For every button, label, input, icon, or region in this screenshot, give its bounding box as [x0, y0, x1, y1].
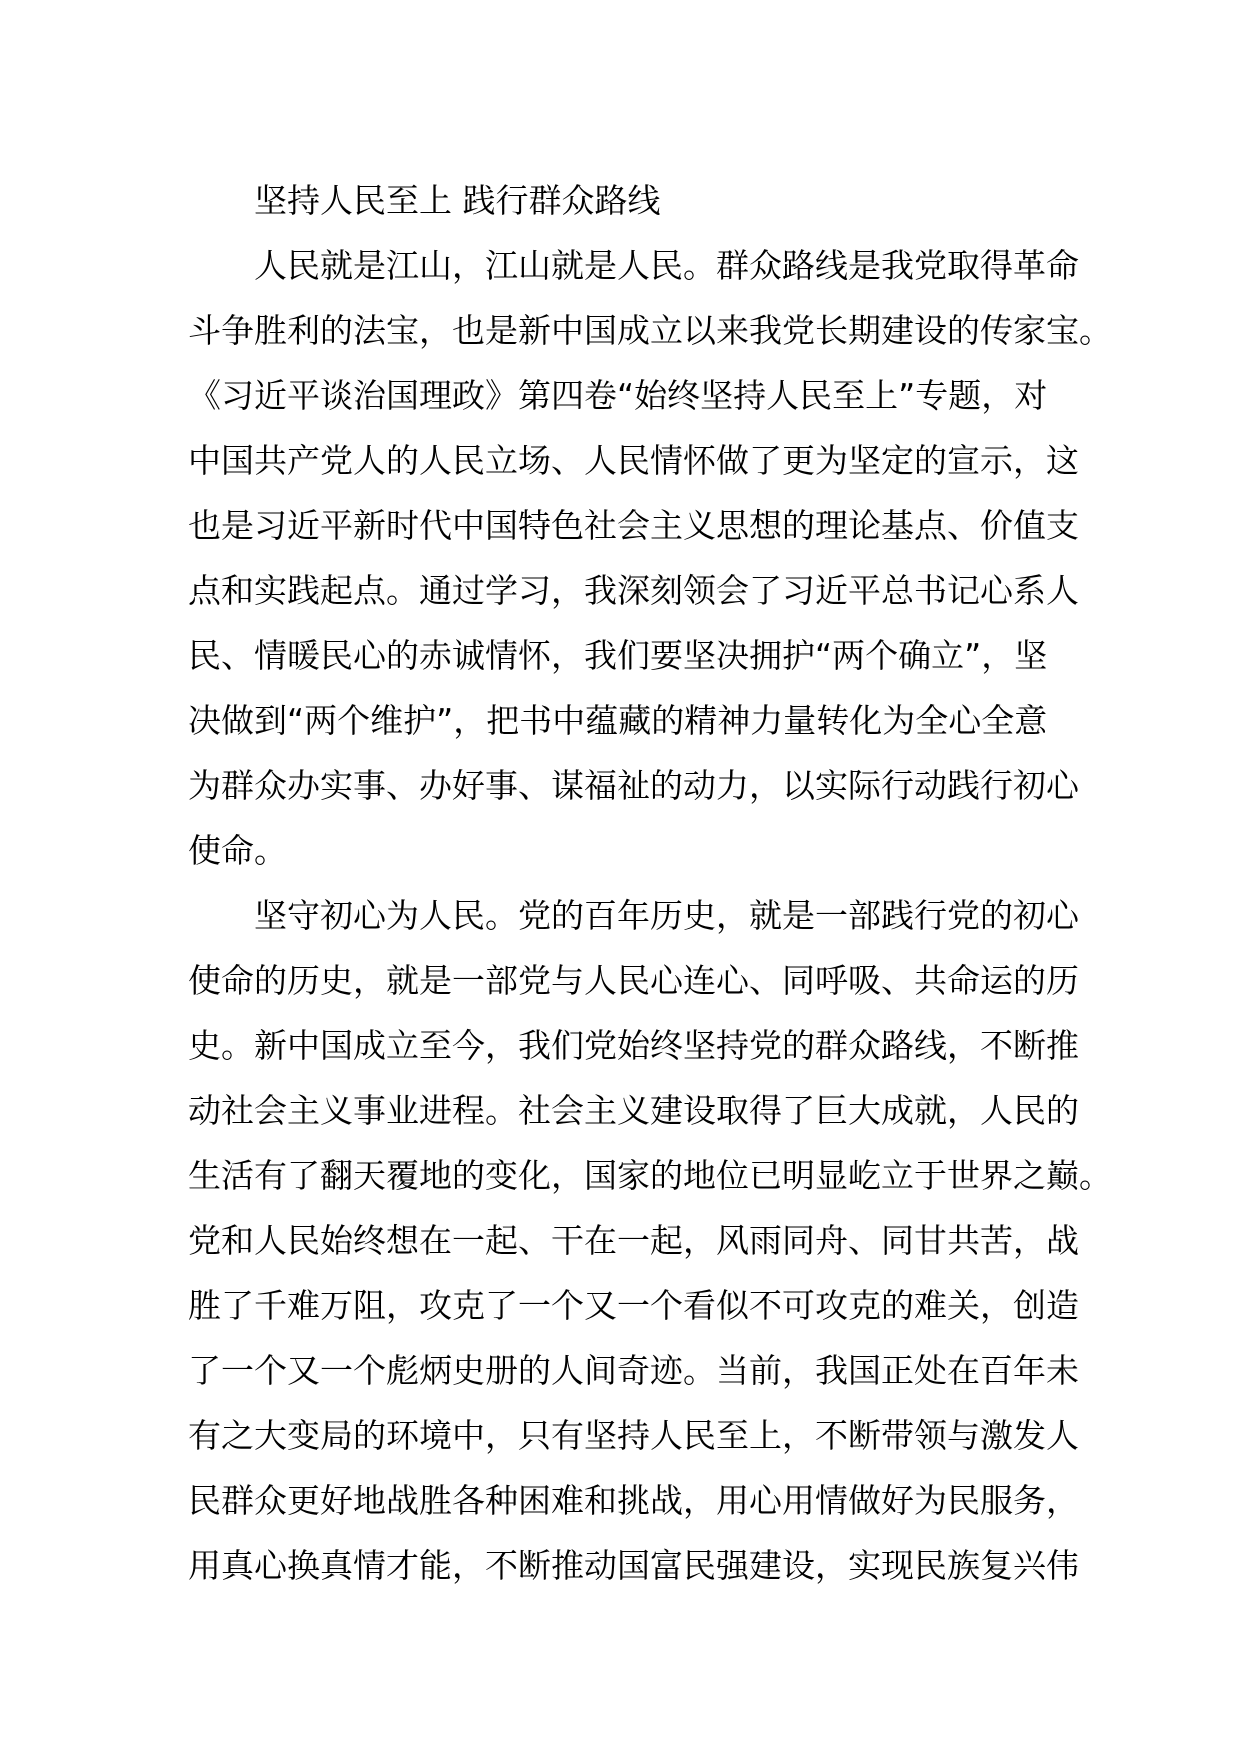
paragraph-line: 史。新中国成立至今，我们党始终坚持党的群众路线，不断推 [188, 1026, 1079, 1065]
paragraph-line: 民群众更好地战胜各种困难和挑战，用心用情做好为民服务， [188, 1481, 1079, 1520]
paragraph-line: 为群众办实事、办好事、谋福祉的动力，以实际行动践行初心 [188, 766, 1079, 805]
paragraph-line: 决做到“两个维护”，把书中蕴藏的精神力量转化为全心全意 [188, 701, 1048, 740]
paragraph-line: 使命。 [188, 831, 287, 870]
paragraph-2 [188, 883, 1112, 1598]
paragraph-line: 用真心换真情才能，不断推动国富民强建设，实现民族复兴伟 [188, 1546, 1079, 1585]
paragraph-1 [188, 233, 1112, 883]
paragraph-line: 也是习近平新时代中国特色社会主义思想的理论基点、价值支 [188, 506, 1079, 545]
document-page [188, 168, 1112, 1598]
paragraph-line: 生活有了翻天覆地的变化，国家的地位已明显屹立于世界之巅。 [188, 1156, 1112, 1195]
paragraph-line: 有之大变局的环境中，只有坚持人民至上，不断带领与激发人 [188, 1416, 1079, 1455]
paragraph-line: 点和实践起点。通过学习，我深刻领会了习近平总书记心系人 [188, 571, 1079, 610]
document-title: 坚持人民至上 践行群众路线 [254, 181, 661, 220]
paragraph-line: 党和人民始终想在一起、干在一起，风雨同舟、同甘共苦，战 [188, 1221, 1079, 1260]
paragraph-line: 中国共产党人的人民立场、人民情怀做了更为坚定的宣示，这 [188, 441, 1079, 480]
paragraph-line: 胜了千难万阻，攻克了一个又一个看似不可攻克的难关，创造 [188, 1286, 1079, 1325]
paragraph-line: 斗争胜利的法宝，也是新中国成立以来我党长期建设的传家宝。 [188, 311, 1112, 350]
paragraph-line: 民、情暖民心的赤诚情怀，我们要坚决拥护“两个确立”，坚 [188, 636, 1048, 675]
paragraph-line: 使命的历史，就是一部党与人民心连心、同呼吸、共命运的历 [188, 961, 1079, 1000]
paragraph-line: 动社会主义事业进程。社会主义建设取得了巨大成就，人民的 [188, 1091, 1079, 1130]
paragraph-line: 人民就是江山，江山就是人民。群众路线是我党取得革命 [254, 246, 1079, 285]
paragraph-line: 《习近平谈治国理政》第四卷“始终坚持人民至上”专题，对 [188, 376, 1048, 415]
paragraph-line: 了一个又一个彪炳史册的人间奇迹。当前，我国正处在百年未 [188, 1351, 1079, 1390]
paragraph-line: 坚守初心为人民。党的百年历史，就是一部践行党的初心 [254, 896, 1079, 935]
